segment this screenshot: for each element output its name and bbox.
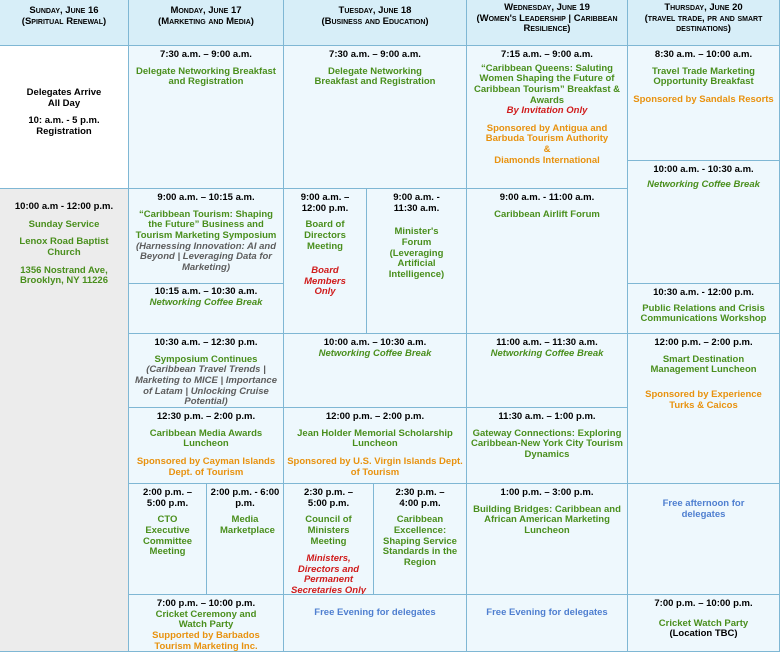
event-title: Minister's Forum (Leveraging Artificial Intelligence) (388, 226, 445, 280)
tue-council-cell (284, 484, 374, 595)
mon-cto-cell (129, 484, 207, 595)
header-theme: (Business and Education) (321, 15, 429, 27)
event-title: Networking Coffee Break (490, 347, 604, 359)
event-note: (Harnessing Innovation: AI and Beyond | Leveraging Data for Marketing) (135, 240, 277, 273)
event-sponsor: Sponsored by Cayman Islands Dept. of Tourism (136, 455, 276, 478)
sponsor-ampersand: & (543, 144, 551, 155)
event-title: “Caribbean Tourism: Shaping the Future” Business and Tourism Marketing Symposium (135, 208, 277, 241)
event-time: 12:00 p.m. – 2:00 p.m. (654, 337, 753, 348)
header-theme: (Marketing and Media) (158, 15, 254, 27)
event-title: Council of Ministers Meeting (305, 514, 352, 547)
header-theme: (travel trade, pr and smart destinations) (644, 12, 763, 35)
mon-media-awards-cell (129, 408, 284, 484)
event-time: 7:00 p.m. – 10:00 p.m. (654, 598, 753, 609)
event-time: 10:15 a.m. – 10:30 a.m. (154, 286, 258, 297)
event-title: Smart Destination Management Luncheon (650, 353, 757, 376)
event-time: 10:30 a.m. - 12:00 p.m. (653, 287, 754, 298)
header-theme: (Women's Leadership | Caribbean Resilience) (476, 12, 618, 35)
event-time: 12:00 p.m. – 2:00 p.m. (325, 411, 425, 422)
event-title: Caribbean Airlift Forum (494, 208, 600, 220)
event-sponsor: Supported by Barbados Tourism Marketing Inc. (152, 629, 260, 652)
tue-excellence-cell (374, 484, 467, 595)
wed-airlift-cell (467, 189, 628, 334)
event-title: Media Marketplace (220, 514, 275, 536)
event-time: 10:00 a.m. – 10:30 a.m. (323, 337, 427, 348)
event-time: 2:00 p.m. - 6:00 p.m. (210, 487, 280, 509)
event-title: Travel Trade Marketing Opportunity Breakfast (652, 65, 755, 88)
event-time: 1:00 p.m. – 3:00 p.m. (500, 487, 594, 498)
header-wednesday (467, 0, 628, 46)
event-time: 7:00 p.m. – 10:00 p.m. (156, 598, 256, 609)
event-title: Networking Coffee Break (318, 347, 432, 359)
event-title: CTO Executive Committee Meeting (142, 514, 193, 558)
event-time: 10:00 a.m - 12:00 p.m. (14, 201, 114, 212)
thu-coffee-cell (628, 161, 780, 284)
event-time: 9:00 a.m. - 11:30 a.m. (393, 192, 440, 214)
event-sponsor: Sponsored by Sandals Resorts (633, 93, 774, 105)
mon-marketplace-cell (207, 484, 284, 595)
wed-bridges-cell (467, 484, 628, 595)
event-time: 12:30 p.m. – 2:00 p.m. (156, 411, 256, 422)
event-time: 11:30 a.m. – 1:00 p.m. (498, 411, 596, 422)
header-day: Monday, June 17 (170, 5, 242, 16)
tue-coffee-cell (284, 334, 467, 408)
thu-pr-cell (628, 284, 780, 334)
event-time: 2:30 p.m. – 5:00 p.m. (303, 487, 354, 509)
event-title: Cricket Ceremony and Watch Party (155, 608, 257, 631)
tue-breakfast-cell (284, 46, 467, 189)
header-day: Sunday, June 16 (29, 5, 99, 16)
venue-address: 1356 Nostrand Ave, Brooklyn, NY 11226 (19, 264, 108, 287)
event-title: Free Evening for delegates (314, 607, 436, 618)
event-title: Cricket Watch Party (658, 617, 749, 629)
event-title: Networking Coffee Break (647, 178, 760, 190)
event-title: Public Relations and Crisis Communications Workshop (640, 302, 767, 325)
mon-symposium-cont-cell (129, 334, 284, 408)
event-title: Building Bridges: Caribbean and African American Marketing Luncheon (473, 503, 621, 536)
event-time: 2:30 p.m. – 4:00 p.m. (395, 487, 445, 509)
event-sponsor: Sponsored by U.S. Virgin Islands Dept. of Tourism (287, 455, 463, 478)
event-time: 10:30 a.m. – 12:30 p.m. (154, 337, 258, 348)
header-thursday (628, 0, 780, 46)
event-title: Free afternoon for delegates (662, 498, 745, 520)
event-title: Caribbean Excellence: Shaping Service Standards in the Region (382, 514, 458, 568)
wed-coffee-cell (467, 334, 628, 408)
event-note: (Caribbean Travel Trends | Marketing to MICE | Importance of Latam | Unlocking Cruise Potential) (134, 364, 277, 408)
event-title: Delegate Networking Breakfast and Registration (136, 65, 276, 88)
event-title: Symposium Continues (154, 353, 258, 365)
registration-text: 10: a.m. - 5 p.m. Registration (28, 115, 100, 137)
event-time: 10:00 a.m. - 10:30 a.m. (653, 164, 754, 175)
event-time: 7:30 a.m. – 9:00 a.m. (329, 49, 421, 60)
event-time: 7:15 a.m. – 9:00 a.m. (501, 49, 593, 60)
event-time: 11:00 a.m. – 11:30 a.m. (496, 337, 598, 348)
event-title: Board of Directors Meeting (304, 219, 346, 252)
wed-evening-cell (467, 595, 628, 652)
event-time: 9:00 a.m. – 12:00 p.m. (300, 192, 350, 214)
event-title: Jean Holder Memorial Scholarship Luncheon (297, 427, 453, 450)
event-sponsor: Sponsored by Antigua and Barbuda Tourism Authority (485, 122, 609, 145)
event-note: Ministers, Directors and Permanent Secretaries Only (291, 553, 366, 595)
event-sponsor: Diamonds International (494, 154, 600, 166)
thu-afternoon-cell (628, 484, 780, 595)
thu-breakfast-cell (628, 46, 780, 161)
event-time: 7:30 a.m. – 9:00 a.m. (160, 49, 252, 60)
sunday-service-cell (0, 189, 129, 652)
venue-name: Lenox Road Baptist Church (19, 236, 109, 258)
mon-breakfast-cell (129, 46, 284, 189)
event-time: 9:00 a.m. - 11:00 a.m. (499, 192, 595, 203)
event-location: (Location TBC) (669, 628, 738, 640)
header-day: Tuesday, June 18 (338, 5, 412, 16)
header-sunday (0, 0, 129, 46)
event-time: 2:00 p.m. – 5:00 p.m. (142, 487, 193, 509)
tue-holder-cell (284, 408, 467, 484)
header-tuesday (284, 0, 467, 46)
event-time: 8:30 a.m. – 10:00 a.m. (654, 49, 753, 60)
header-day: Thursday, June 20 (664, 2, 743, 13)
tue-board-cell (284, 189, 367, 334)
event-sponsor: Sponsored by Experience Turks & Caicos (645, 388, 762, 411)
tue-evening-cell (284, 595, 467, 652)
wed-queens-cell (467, 46, 628, 189)
event-title: Free Evening for delegates (486, 607, 608, 618)
event-note: Board Members Only (304, 265, 346, 298)
sunday-arrival-cell (0, 46, 129, 189)
event-title: Sunday Service (28, 218, 100, 230)
mon-symposium-cell (129, 189, 284, 284)
header-day: Wednesday, June 19 (504, 2, 590, 13)
arrival-text: Delegates Arrive All Day (26, 87, 102, 109)
event-note: By Invitation Only (506, 105, 588, 117)
thu-smart-cell (628, 334, 780, 484)
event-time: 9:00 a.m. – 10:15 a.m. (157, 192, 255, 203)
wed-gateway-cell (467, 408, 628, 484)
event-title: Caribbean Media Awards Luncheon (149, 427, 263, 450)
mon-cricket-cell (129, 595, 284, 652)
event-title: Networking Coffee Break (149, 296, 263, 308)
event-title: Gateway Connections: Exploring Caribbean-New York City Tourism Dynamics (470, 427, 624, 460)
tue-forum-cell (367, 189, 467, 334)
header-monday (129, 0, 284, 46)
header-theme: (Spiritual Renewal) (21, 15, 107, 27)
event-title: Delegate Networking Breakfast and Registration (314, 65, 436, 88)
thu-watch-cell (628, 595, 780, 652)
mon-coffee-cell (129, 284, 284, 334)
event-title: “Caribbean Queens: Saluting Women Shaping the Future of Caribbean Tourism” Breakfast & Awards (473, 62, 621, 106)
